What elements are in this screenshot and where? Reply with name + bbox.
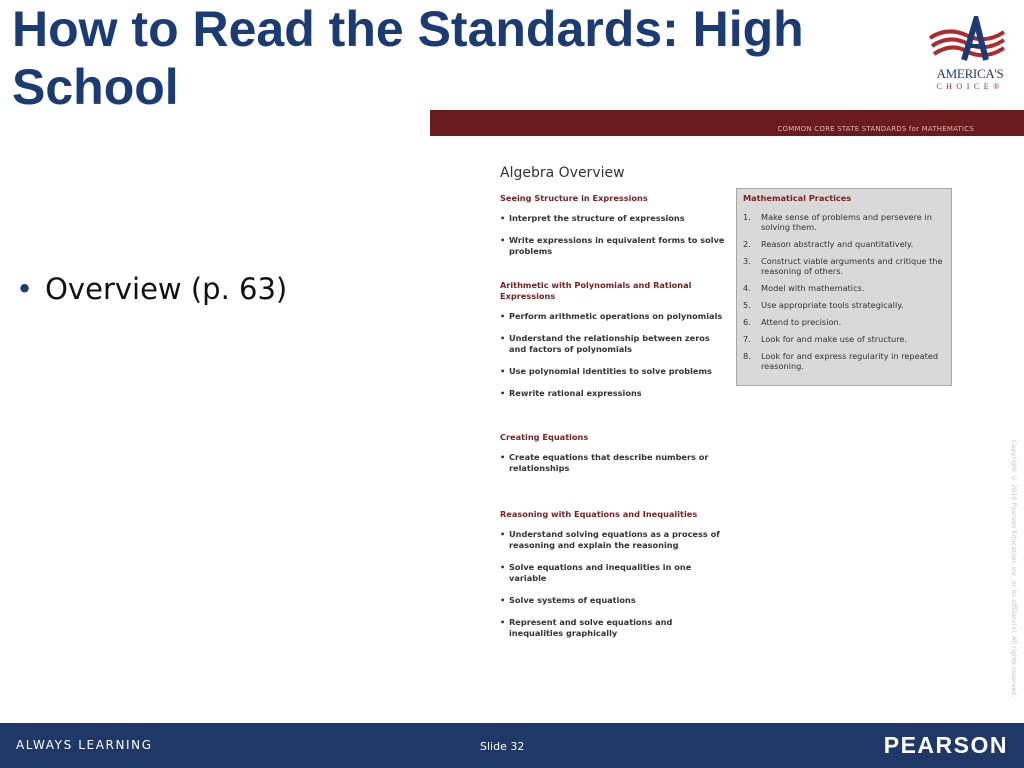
section-heading: Reasoning with Equations and Inequalities (500, 509, 698, 519)
section-item: • Write expressions in equivalent forms to solve problems (500, 235, 725, 257)
section-heading: Seeing Structure in Expressions (500, 193, 648, 203)
practice-item: 4. Model with mathematics. (743, 283, 865, 293)
section-item: • Understand the relationship between zeros and factors of polynomials (500, 333, 725, 355)
section-item: • Solve equations and inequalities in one variable (500, 562, 725, 584)
practice-item: 7. Look for and make use of structure. (743, 334, 908, 344)
logo-subtitle: CHOICE® (936, 82, 1004, 91)
logo-name: AMERICA'S (936, 66, 1004, 81)
section-item: • Create equations that describe numbers or relationships (500, 452, 725, 474)
footer-tagline: ALWAYS LEARNING (16, 738, 153, 752)
flag-a-icon (928, 16, 1008, 64)
bullet-item (16, 272, 287, 306)
document-title: Algebra Overview (500, 165, 625, 181)
practice-item: 6. Attend to precision. (743, 317, 842, 327)
section-heading: Creating Equations (500, 432, 589, 442)
americas-choice-logo (922, 16, 1018, 96)
domain-list (500, 193, 725, 650)
section-item: • Represent and solve equations and inequalities graphically (500, 617, 725, 639)
bullet-text: Overview (p. 63) (45, 272, 288, 306)
slide-number: Slide 32 (480, 740, 525, 753)
pearson-logo: PEARSON (883, 732, 1008, 758)
section-item: • Rewrite rational expressions (500, 388, 725, 399)
document-header-text: COMMON CORE STATE STANDARDS for MATHEMATICS (777, 125, 974, 133)
practice-item: 8. Look for and express regularity in repeated reasoning. (743, 351, 939, 371)
slide-title: How to Read the Standards: High School (12, 1, 804, 115)
footer-bar (0, 723, 1024, 768)
section-item: • Solve systems of equations (500, 595, 725, 606)
practice-item: 1. Make sense of problems and persevere in solving them. (743, 212, 932, 232)
section-item: • Understand solving equations as a process of reasoning and explain the reasoning (500, 529, 725, 551)
practice-item: 5. Use appropriate tools strategically. (743, 300, 904, 310)
copyright-notice: Copyright © 2010 Pearson Education, Inc. or its affiliate(s). All rights reserved. (1010, 440, 1018, 698)
practice-item: 2. Reason abstractly and quantitatively. (743, 239, 914, 249)
mathematical-practices-box (736, 188, 952, 386)
section-item: • Perform arithmetic operations on polynomials (500, 311, 725, 322)
document-header-bar (430, 110, 1024, 136)
section-item: • Interpret the structure of expressions (500, 213, 725, 224)
practice-item: 3. Construct viable arguments and critique the reasoning of others. (743, 256, 943, 276)
bullet-icon: • (16, 272, 34, 306)
section-heading: Arithmetic with Polynomials and Rational Expressions (500, 280, 692, 301)
practices-heading: Mathematical Practices (743, 193, 852, 203)
section-item: • Use polynomial identities to solve problems (500, 366, 725, 377)
